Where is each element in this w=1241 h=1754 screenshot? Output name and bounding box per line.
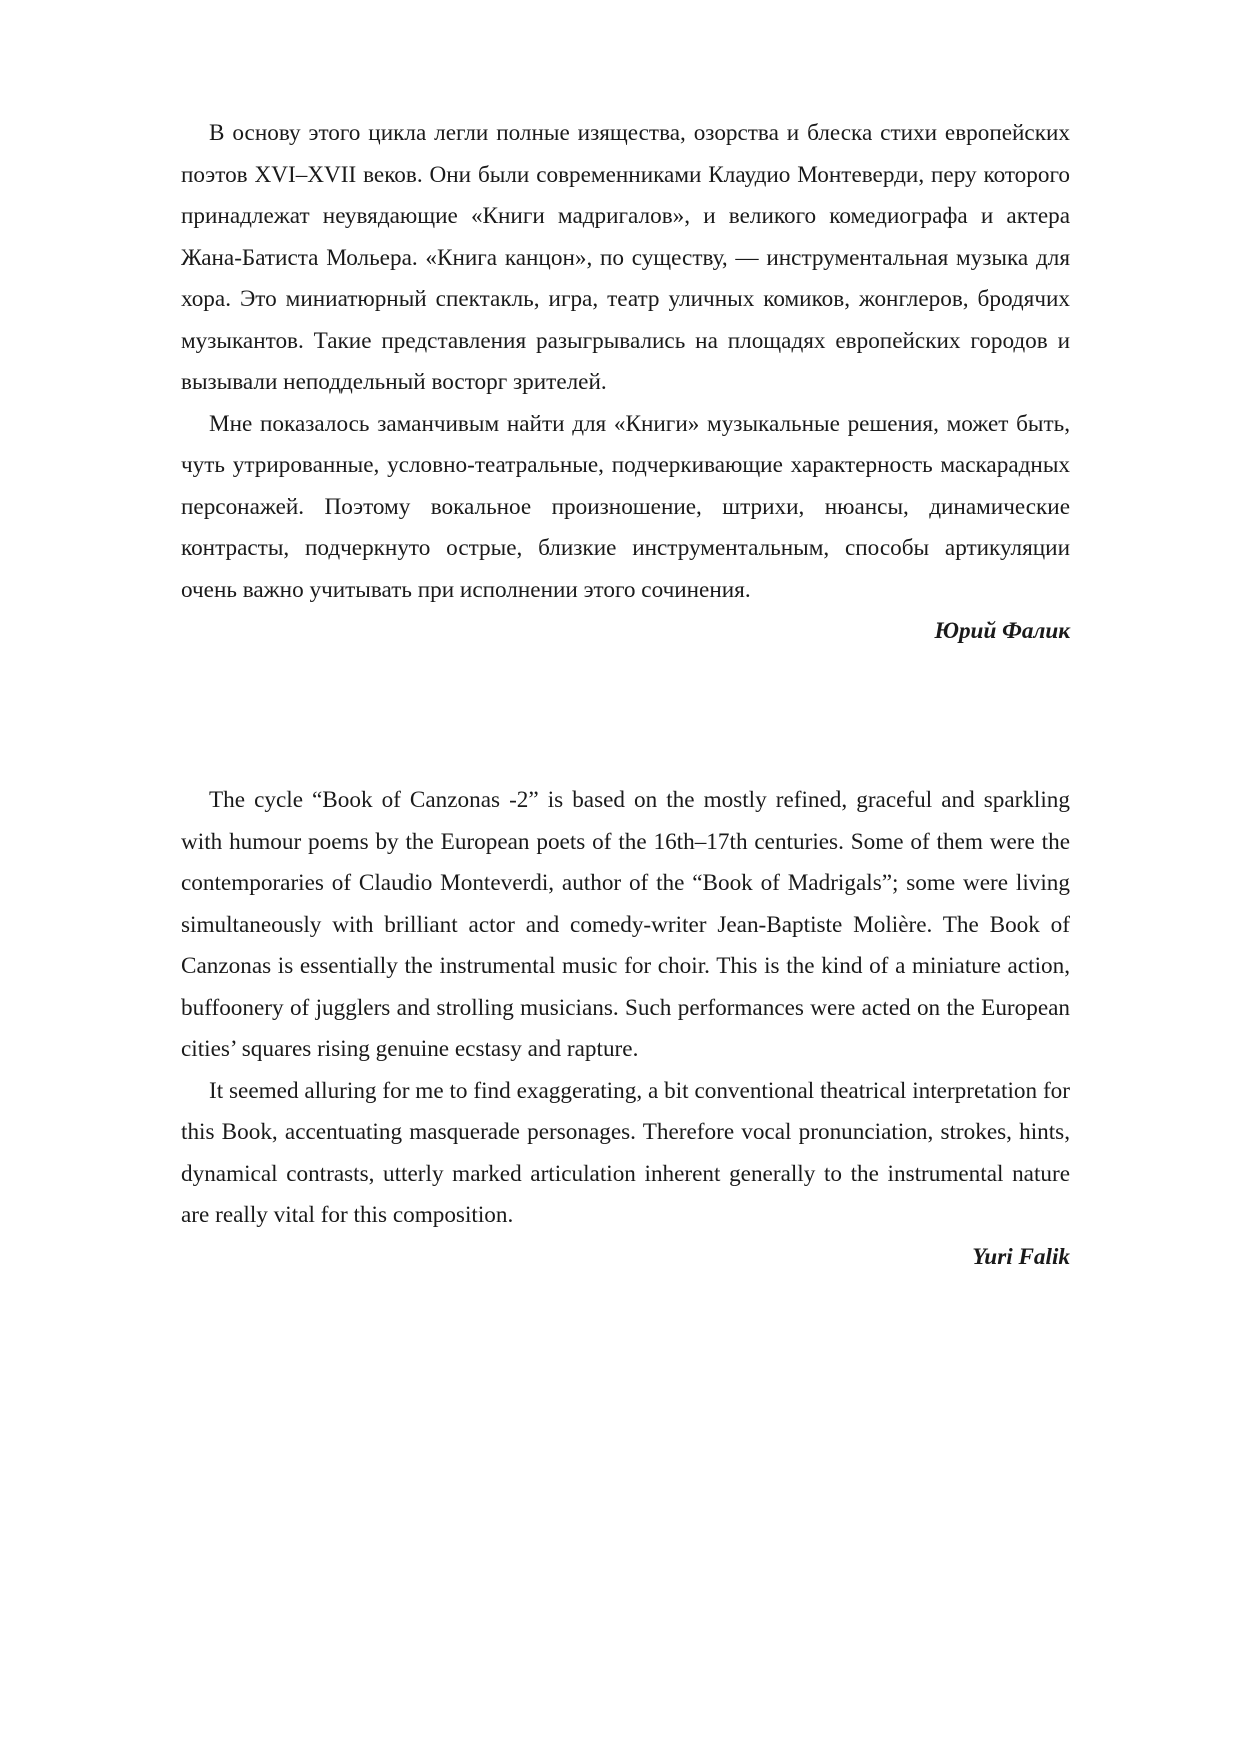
english-paragraph-1: The cycle “Book of Canzonas -2” is based on the mostly refined, graceful and sparkling with humour poems by the European poets of the 16th–17th centuries. Some of them were the contemporaries of Claudio Monteverdi, author of the “Book of Madrigals”; some were living simultaneously with brilliant actor and comedy-writer Jean-Baptiste Molière. The Book of Canzonas is essentially the instrumental music for choir. This is the kind of a miniature action, buffoonery of jugglers and strolling musicians. Such performances were acted on the European cities’ squares rising genuine ecstasy and rapture.: [181, 787, 1070, 1062]
english-paragraph-2: It seemed alluring for me to find exaggerating, a bit conventional theatrical interpretation for this Book, accentuating masquerade personages. Therefore vocal pronunciation, strokes, hints, dynamical contrasts, utterly marked articulation inherent generally to the instrumental nature are really vital for this composition.: [181, 1077, 1070, 1228]
russian-signature: Юрий Фалик: [934, 618, 1070, 644]
russian-preface: [181, 113, 1070, 653]
english-preface: [181, 780, 1070, 1278]
russian-paragraph-2: Мне показалось заманчивым найти для «Книги» музыкальные решения, может быть, чуть утрированные, условно-театральные, подчеркивающие характерность маскарадных персонажей. Поэтому вокальное произношение, штрихи, нюансы, динамические контрасты, подчеркнуто острые, близкие инструментальным, способы артикуляции очень важно учитывать при исполнении этого сочинения.: [181, 410, 1070, 603]
russian-paragraph-1: В основу этого цикла легли полные изящества, озорства и блеска стихи европейских поэтов XVI–XVII веков. Они были современниками Клаудио Монтеверди, перу которого принадлежат неувядающие «Книги мадригалов», и великого комедиографа и актера Жана-Батиста Мольера. «Книга канцон», по существу, — инструментальная музыка для хора. Это миниатюрный спектакль, игра, театр уличных комиков, жонглеров, бродячих музыкантов. Такие представления разыгрывались на площадях европейских городов и вызывали неподдельный восторг зрителей.: [181, 120, 1070, 395]
english-signature: Yuri Falik: [972, 1243, 1070, 1270]
